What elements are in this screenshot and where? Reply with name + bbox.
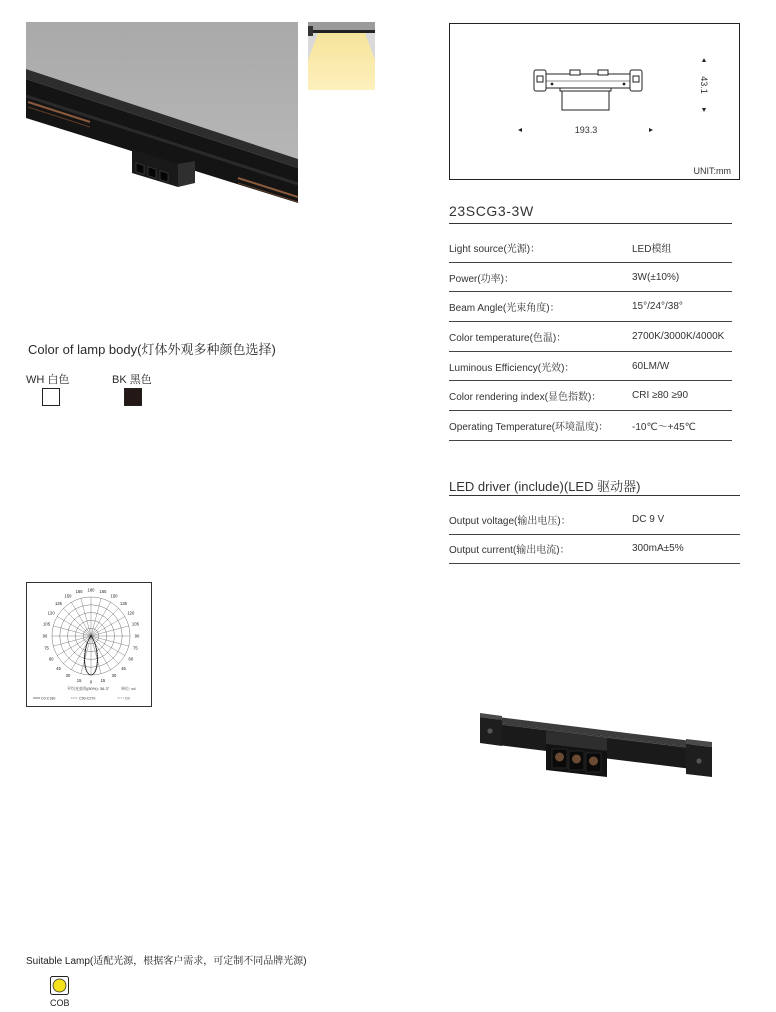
polar-angle-label: 90 xyxy=(134,633,140,639)
polar-angle-label: 135 xyxy=(120,600,128,606)
polar-angle-label: 75 xyxy=(44,645,49,651)
color-option-label-wh: WH 白色 xyxy=(26,374,70,386)
spec-row xyxy=(449,411,732,441)
connector-top-right xyxy=(598,70,608,75)
lamp-lens xyxy=(572,755,581,764)
legend-label: C0-C180 xyxy=(41,696,56,701)
driver-spec-row xyxy=(449,505,740,535)
rail-detail-dot xyxy=(551,83,554,86)
color-option-label-bk: BK 黑色 xyxy=(112,374,152,386)
end-block-left-screw xyxy=(487,728,492,733)
dimension-unit: UNIT:mm xyxy=(693,166,731,176)
color-swatch-black xyxy=(124,388,142,406)
polar-angle-label: 105 xyxy=(131,621,139,627)
arrow-down-icon xyxy=(702,108,706,112)
spec-value: 300mA±5% xyxy=(632,543,684,555)
spec-row xyxy=(449,233,732,263)
lamp-lens xyxy=(589,757,598,766)
legend-label: C0 xyxy=(125,696,130,701)
polar-angle-label: 105 xyxy=(43,621,51,627)
polar-spoke xyxy=(91,626,129,636)
spec-value: LED模组 xyxy=(632,243,672,255)
dimension-drawing xyxy=(449,23,740,180)
polar-spoke xyxy=(53,626,91,636)
product-photo-fixture xyxy=(470,705,720,785)
beam-angle-caption: 平均光束角(50%): 36.3° xyxy=(67,686,110,691)
polar-angle-label: 60 xyxy=(48,656,54,662)
spec-row xyxy=(449,263,732,293)
polar-spoke xyxy=(72,602,92,636)
suitable-lamp-title: Suitable Lamp(适配光源，根据客户需求，可定制不同品牌光源) xyxy=(26,956,307,967)
polar-plot xyxy=(27,583,151,706)
spec-label: Operating Temperature(环境温度)： xyxy=(449,421,609,433)
spec-value: 60LM/W xyxy=(632,360,670,372)
polar-spoke xyxy=(53,636,91,646)
spec-table xyxy=(449,233,732,441)
polar-spoke xyxy=(81,598,91,636)
polar-angle-label: 90 xyxy=(42,633,48,639)
polar-spoke xyxy=(57,636,91,656)
rail-detail-dot xyxy=(623,83,626,86)
driver-title-rule xyxy=(449,495,740,496)
spec-label: Light source(光源)： xyxy=(449,243,541,255)
polar-angle-label: 150 xyxy=(110,593,118,599)
lamp-body-color-title: Color of lamp body(灯体外观多种颜色选择) xyxy=(28,342,276,357)
polar-angle-label: 165 xyxy=(75,588,83,594)
spec-value: DC 9 V xyxy=(632,513,665,525)
light-beam xyxy=(308,33,375,90)
end-block-right-screw xyxy=(696,758,701,763)
polar-angle-label: 150 xyxy=(64,593,72,599)
spec-label: Output current(输出电流)： xyxy=(449,545,570,557)
spec-row xyxy=(449,322,732,352)
polar-angle-label: 180 xyxy=(87,587,95,593)
polar-spoke xyxy=(91,602,111,636)
lamp-lens xyxy=(555,753,564,762)
track-wall-left xyxy=(308,26,313,36)
polar-spoke xyxy=(91,608,119,636)
lamp-head-lip xyxy=(560,88,611,91)
polar-angle-label: 30 xyxy=(111,673,117,679)
spec-label: Color temperature(色温)： xyxy=(449,332,567,344)
model-title-rule xyxy=(449,223,732,224)
polar-angle-label: 15 xyxy=(76,677,82,683)
spec-label: Beam Angle(光束角度)： xyxy=(449,303,560,315)
dimension-height: 43.1 xyxy=(699,76,709,94)
cap-detail-left xyxy=(537,76,543,82)
ceiling-band xyxy=(308,22,375,30)
polar-angle-label: 60 xyxy=(128,656,134,662)
color-swatch-white xyxy=(42,388,60,406)
polar-angle-label: 120 xyxy=(47,610,55,616)
intensity-unit: 单位: cd xyxy=(121,686,136,691)
spec-label: Power(功率)： xyxy=(449,273,515,285)
dimension-line-art xyxy=(450,24,739,179)
dimension-width: 193.3 xyxy=(574,125,598,135)
polar-spoke xyxy=(91,636,125,656)
product-photo-installed xyxy=(26,22,298,203)
cob-icon-emitter xyxy=(53,979,66,992)
polar-angle-label: 45 xyxy=(56,665,61,671)
driver-spec-table xyxy=(449,505,740,564)
lamp-head-side xyxy=(178,161,195,187)
spec-label: Luminous Efficiency(光效)： xyxy=(449,362,575,374)
polar-angle-label: 45 xyxy=(121,665,126,671)
polar-angle-label: 15 xyxy=(100,677,106,683)
spec-row xyxy=(449,292,732,322)
polar-angle-label: 30 xyxy=(65,673,71,679)
polar-spoke xyxy=(63,608,91,636)
spec-label: Color rendering index(显色指数)： xyxy=(449,392,602,404)
legend-label: C90-C270 xyxy=(79,696,96,701)
arrow-left-icon xyxy=(518,128,522,132)
swatch-fill xyxy=(43,389,60,406)
model-title: 23SCG3-3W xyxy=(449,203,534,219)
arrow-right-icon xyxy=(649,128,653,132)
connector-top-left xyxy=(570,70,580,75)
beam-effect-thumbnail xyxy=(308,22,375,90)
polar-angle-label: 120 xyxy=(127,610,135,616)
polar-angle-label: 165 xyxy=(99,588,107,594)
polar-spoke xyxy=(91,636,129,646)
driver-spec-row xyxy=(449,535,740,565)
polar-spoke xyxy=(63,636,91,664)
polar-spoke xyxy=(57,617,91,637)
polar-angle-label: 0 xyxy=(89,679,93,685)
spec-value: 15°/24°/38° xyxy=(632,301,683,313)
arrow-up-icon xyxy=(702,58,706,62)
spec-row xyxy=(449,381,732,411)
polar-spoke xyxy=(91,636,119,664)
swatch-fill xyxy=(125,389,142,406)
spec-value: CRI ≥80 ≥90 xyxy=(632,390,689,402)
cob-label: COB xyxy=(50,998,70,1008)
spec-value: -10℃～+45℃ xyxy=(632,421,696,433)
polar-angle-label: 135 xyxy=(54,600,62,606)
cap-detail-right xyxy=(633,76,639,82)
polar-spoke xyxy=(91,617,125,637)
polar-angle-label: 75 xyxy=(133,645,138,651)
spec-row xyxy=(449,352,732,382)
spec-label: Output voltage(输出电压)： xyxy=(449,515,571,527)
track-section xyxy=(308,30,375,33)
light-distribution-chart xyxy=(26,582,152,707)
polar-spoke xyxy=(91,598,101,636)
driver-title: LED driver (include)(LED 驱动器) xyxy=(449,479,641,494)
spec-value: 3W(±10%) xyxy=(632,271,680,283)
cob-icon xyxy=(50,976,69,995)
spec-value: 2700K/3000K/4000K xyxy=(632,330,725,342)
